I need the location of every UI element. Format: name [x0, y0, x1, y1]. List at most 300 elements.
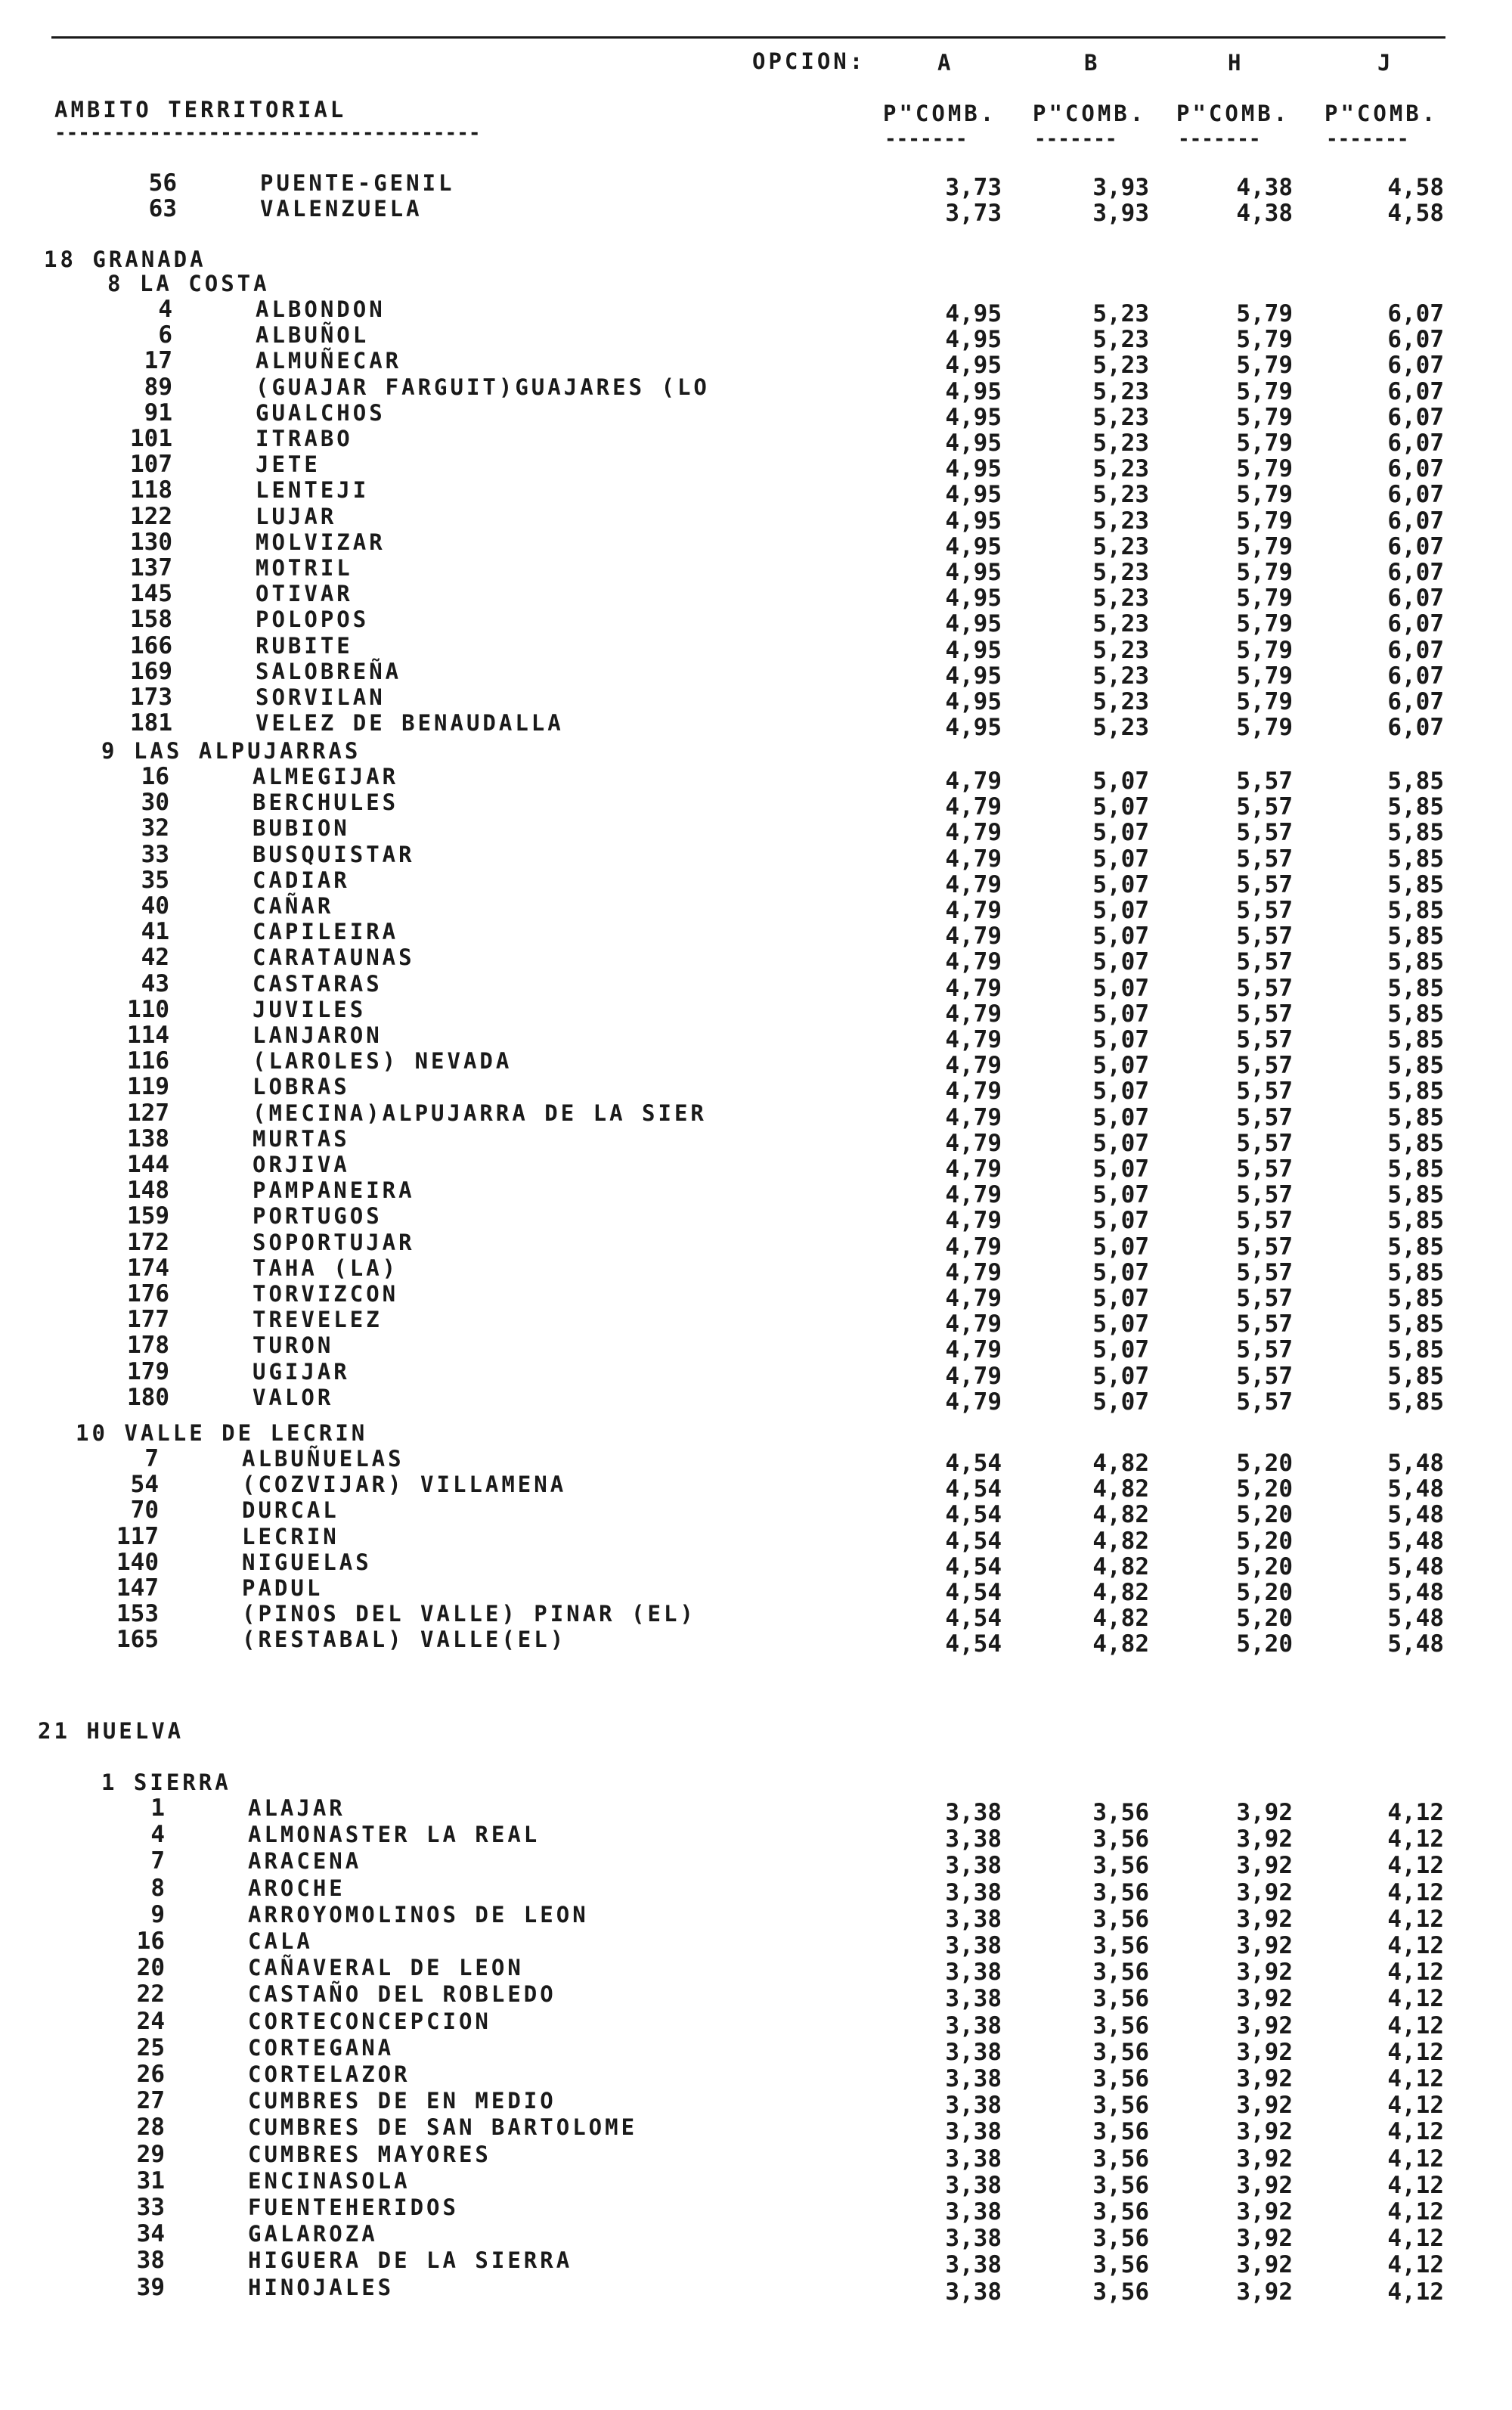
row-value-a: 4,79: [945, 1181, 1002, 1209]
row-value-h: 3,92: [1236, 1905, 1293, 1933]
row-value-j: 4,12: [1387, 1985, 1444, 2013]
row-name: TURON: [253, 1332, 334, 1359]
row-value-h: 3,92: [1236, 1878, 1293, 1906]
row-value-b: 5,07: [1092, 1078, 1149, 1106]
col-underline-h: -------: [1178, 132, 1261, 147]
row-value-j: 4,12: [1387, 1878, 1444, 1906]
row-name: CUMBRES MAYORES: [248, 2141, 491, 2167]
row-value-j: 5,85: [1387, 1155, 1444, 1183]
row-name: SOPORTUJAR: [253, 1229, 415, 1255]
row-value-b: 4,82: [1092, 1552, 1149, 1580]
row-value-j: 5,85: [1387, 897, 1444, 924]
col-header-j: P"COMB.: [1325, 101, 1439, 126]
row-value-h: 5,57: [1236, 1336, 1293, 1364]
row-value-a: 4,79: [945, 1258, 1002, 1286]
row-value-a: 4,95: [945, 352, 1002, 380]
row-value-b: 5,23: [1092, 481, 1149, 509]
row-value-j: 6,07: [1387, 714, 1444, 742]
row-value-b: 3,56: [1092, 2251, 1149, 2279]
row-value-a: 4,95: [945, 610, 1002, 638]
row-name: BERCHULES: [253, 789, 399, 816]
row-code: 145: [130, 580, 172, 608]
row-value-a: 3,38: [945, 2118, 1002, 2146]
row-value-a: 3,38: [945, 2225, 1002, 2253]
row-code: 147: [116, 1574, 159, 1602]
row-code: 54: [130, 1471, 159, 1499]
row-name: ALMUÑECAR: [256, 348, 402, 374]
col-header-h: P"COMB.: [1176, 101, 1290, 126]
row-code: 63: [148, 195, 177, 223]
row-value-a: 3,38: [945, 2038, 1002, 2066]
row-name: MOLVIZAR: [256, 529, 386, 555]
row-value-b: 3,56: [1092, 2198, 1149, 2225]
row-value-a: 4,54: [945, 1605, 1002, 1633]
row-value-a: 3,38: [945, 2145, 1002, 2173]
row-value-a: 4,95: [945, 688, 1002, 715]
row-name: OTIVAR: [256, 581, 353, 607]
row-value-h: 5,57: [1236, 1362, 1293, 1390]
row-value-b: 5,23: [1092, 300, 1149, 327]
row-value-h: 5,57: [1236, 845, 1293, 873]
row-value-j: 6,07: [1387, 559, 1444, 586]
row-code: 16: [141, 763, 169, 790]
row-value-h: 5,57: [1236, 1129, 1293, 1157]
row-code: 172: [127, 1228, 169, 1256]
row-value-b: 3,56: [1092, 2011, 1149, 2039]
ambito-underline: ------------------------------------: [54, 126, 481, 141]
row-name: ALBONDON: [256, 296, 386, 322]
row-code: 118: [130, 476, 172, 504]
row-value-h: 3,92: [1236, 2171, 1293, 2199]
row-value-j: 5,85: [1387, 1181, 1444, 1209]
row-code: 9: [150, 1900, 165, 1928]
row-name: PAMPANEIRA: [253, 1177, 415, 1204]
row-code: 137: [130, 554, 172, 582]
row-value-a: 3,73: [945, 174, 1002, 201]
row-value-j: 6,07: [1387, 377, 1444, 405]
row-value-b: 5,07: [1092, 1285, 1149, 1312]
row-name: BUSQUISTAR: [253, 841, 415, 867]
row-code: 4: [150, 1821, 165, 1849]
row-value-a: 3,73: [945, 200, 1002, 228]
row-code: 33: [136, 2194, 165, 2221]
row-value-b: 3,93: [1092, 200, 1149, 228]
row-value-a: 4,95: [945, 326, 1002, 354]
row-value-h: 5,79: [1236, 455, 1293, 483]
row-value-b: 3,56: [1092, 1799, 1149, 1826]
row-value-b: 5,23: [1092, 507, 1149, 535]
row-value-a: 4,79: [945, 1052, 1002, 1080]
row-name: CASTARAS: [253, 970, 383, 997]
row-value-h: 5,79: [1236, 610, 1293, 638]
row-value-j: 5,85: [1387, 1103, 1444, 1131]
row-value-h: 5,57: [1236, 1181, 1293, 1209]
row-value-h: 5,79: [1236, 662, 1293, 690]
row-value-h: 3,92: [1236, 2038, 1293, 2066]
row-value-a: 3,38: [945, 1825, 1002, 1853]
row-value-a: 4,54: [945, 1475, 1002, 1503]
row-value-b: 3,56: [1092, 1932, 1149, 1959]
row-name: CAÑAR: [253, 893, 334, 919]
row-value-b: 5,23: [1092, 662, 1149, 690]
row-name: CALA: [248, 1928, 313, 1954]
row-value-h: 3,92: [1236, 2118, 1293, 2146]
row-value-j: 6,07: [1387, 662, 1444, 690]
row-value-b: 5,23: [1092, 585, 1149, 613]
row-value-j: 4,12: [1387, 1825, 1444, 1853]
row-value-a: 4,79: [945, 1388, 1002, 1416]
row-value-h: 3,92: [1236, 1825, 1293, 1853]
row-value-h: 5,57: [1236, 897, 1293, 924]
row-value-h: 5,20: [1236, 1450, 1293, 1477]
row-value-a: 4,79: [945, 1026, 1002, 1053]
row-value-a: 4,79: [945, 1362, 1002, 1390]
row-code: 39: [136, 2273, 165, 2301]
row-value-h: 3,92: [1236, 2198, 1293, 2225]
row-name: (LAROLES) NEVADA: [253, 1048, 513, 1075]
row-code: 33: [141, 840, 169, 868]
row-value-b: 5,07: [1092, 1181, 1149, 1209]
row-value-j: 5,85: [1387, 1026, 1444, 1053]
row-value-a: 4,79: [945, 1078, 1002, 1106]
row-code: 178: [127, 1332, 169, 1360]
row-code: 114: [127, 1022, 169, 1049]
row-value-h: 3,92: [1236, 2225, 1293, 2253]
row-value-j: 5,85: [1387, 923, 1444, 951]
row-name: CADIAR: [253, 867, 350, 893]
row-value-j: 5,85: [1387, 974, 1444, 1002]
row-name: ALMEGIJAR: [253, 764, 399, 789]
row-value-b: 4,82: [1092, 1605, 1149, 1633]
row-value-j: 4,12: [1387, 2092, 1444, 2120]
row-value-a: 3,38: [945, 1799, 1002, 1826]
row-code: 56: [148, 169, 177, 197]
row-value-j: 4,12: [1387, 1959, 1444, 1987]
row-value-b: 5,07: [1092, 1233, 1149, 1261]
row-value-j: 4,12: [1387, 2038, 1444, 2066]
row-name: ALBUÑUELAS: [242, 1446, 404, 1472]
row-name: SORVILAN: [256, 684, 386, 710]
row-value-j: 6,07: [1387, 507, 1444, 535]
row-name: (PINOS DEL VALLE) PINAR (EL): [242, 1601, 696, 1627]
row-value-b: 5,07: [1092, 793, 1149, 821]
row-value-j: 5,48: [1387, 1501, 1444, 1529]
row-name: CAÑAVERAL DE LEON: [248, 1955, 524, 1981]
row-value-h: 5,57: [1236, 793, 1293, 821]
row-value-b: 5,07: [1092, 1362, 1149, 1390]
row-code: 32: [141, 814, 169, 842]
row-code: 38: [136, 2247, 165, 2275]
row-value-h: 3,92: [1236, 1932, 1293, 1959]
row-code: 169: [130, 657, 172, 685]
row-value-h: 5,57: [1236, 1103, 1293, 1131]
row-value-h: 3,92: [1236, 2092, 1293, 2120]
row-name: JETE: [256, 451, 321, 478]
row-value-b: 3,56: [1092, 1852, 1149, 1880]
row-name: ENCINASOLA: [248, 2167, 411, 2194]
row-value-b: 5,07: [1092, 819, 1149, 847]
row-value-a: 4,79: [945, 923, 1002, 951]
row-code: 127: [127, 1099, 169, 1127]
row-name: NIGUELAS: [242, 1549, 372, 1575]
row-value-h: 5,57: [1236, 1155, 1293, 1183]
row-value-h: 5,57: [1236, 1285, 1293, 1312]
row-value-j: 5,85: [1387, 1336, 1444, 1364]
row-value-j: 5,85: [1387, 1052, 1444, 1080]
province-heading: 18 GRANADA: [44, 247, 206, 272]
row-value-b: 5,07: [1092, 1103, 1149, 1131]
row-value-b: 3,56: [1092, 2038, 1149, 2066]
row-value-h: 5,79: [1236, 481, 1293, 509]
row-value-j: 6,07: [1387, 300, 1444, 327]
row-value-h: 5,57: [1236, 1388, 1293, 1416]
row-code: 1: [150, 1794, 165, 1822]
row-value-h: 3,92: [1236, 2251, 1293, 2279]
row-code: 165: [116, 1626, 159, 1654]
row-value-h: 5,20: [1236, 1579, 1293, 1606]
row-value-a: 4,79: [945, 1129, 1002, 1157]
row-value-h: 5,57: [1236, 1052, 1293, 1080]
row-name: LANJARON: [253, 1022, 383, 1048]
row-value-a: 4,95: [945, 300, 1002, 327]
row-code: 29: [136, 2140, 165, 2168]
row-code: 176: [127, 1280, 169, 1307]
row-value-b: 5,23: [1092, 430, 1149, 457]
group-heading: 8 LA COSTA: [107, 271, 270, 296]
row-code: 7: [150, 1847, 165, 1875]
row-value-h: 5,79: [1236, 688, 1293, 715]
row-name: LECRIN: [242, 1523, 339, 1549]
row-code: 91: [144, 399, 172, 426]
row-value-b: 5,23: [1092, 688, 1149, 715]
row-value-j: 6,07: [1387, 636, 1444, 664]
row-value-b: 5,07: [1092, 1258, 1149, 1286]
row-value-a: 3,38: [945, 1959, 1002, 1987]
row-name: PADUL: [242, 1575, 324, 1601]
row-name: CUMBRES DE EN MEDIO: [248, 2088, 556, 2114]
row-value-b: 5,23: [1092, 455, 1149, 483]
row-value-b: 3,56: [1092, 2092, 1149, 2120]
row-value-a: 4,79: [945, 1233, 1002, 1261]
row-value-h: 3,92: [1236, 2011, 1293, 2039]
row-name: ALMONASTER LA REAL: [248, 1822, 541, 1848]
row-value-j: 4,12: [1387, 1932, 1444, 1959]
row-value-h: 3,92: [1236, 2065, 1293, 2092]
row-name: TAHA (LA): [253, 1255, 399, 1281]
row-code: 144: [127, 1151, 169, 1178]
group-heading: 9 LAS ALPUJARRAS: [101, 738, 361, 764]
row-name: CORTEGANA: [248, 2034, 395, 2061]
row-value-h: 3,92: [1236, 2145, 1293, 2173]
row-value-j: 6,07: [1387, 430, 1444, 457]
row-value-b: 5,07: [1092, 1129, 1149, 1157]
row-value-j: 5,85: [1387, 1207, 1444, 1235]
row-name: LENTEJI: [256, 477, 370, 504]
row-value-b: 3,56: [1092, 2225, 1149, 2253]
row-name: PUENTE-GENIL: [260, 170, 455, 196]
row-value-j: 5,48: [1387, 1579, 1444, 1606]
row-value-j: 5,85: [1387, 1078, 1444, 1106]
row-value-b: 3,56: [1092, 1959, 1149, 1987]
row-value-a: 4,79: [945, 845, 1002, 873]
row-code: 159: [127, 1202, 169, 1230]
row-name: GALAROZA: [248, 2221, 378, 2247]
row-value-j: 5,85: [1387, 1129, 1444, 1157]
row-value-a: 3,38: [945, 2251, 1002, 2279]
row-value-j: 4,12: [1387, 1799, 1444, 1826]
row-name: TREVELEZ: [253, 1307, 383, 1333]
option-b: B: [1084, 50, 1101, 76]
row-value-h: 5,57: [1236, 1207, 1293, 1235]
row-value-h: 5,20: [1236, 1605, 1293, 1633]
row-value-b: 5,23: [1092, 377, 1149, 405]
row-name: UGIJAR: [253, 1358, 350, 1385]
row-value-j: 6,07: [1387, 532, 1444, 560]
row-value-a: 4,95: [945, 430, 1002, 457]
row-value-a: 4,54: [945, 1552, 1002, 1580]
row-value-j: 4,12: [1387, 2145, 1444, 2173]
row-value-j: 5,48: [1387, 1450, 1444, 1477]
row-code: 17: [144, 347, 172, 375]
row-code: 107: [130, 451, 172, 479]
row-name: ALAJAR: [248, 1795, 345, 1821]
row-name: ORJIVA: [253, 1152, 350, 1177]
row-value-a: 3,38: [945, 2092, 1002, 2120]
row-code: 117: [116, 1522, 159, 1550]
row-value-j: 6,07: [1387, 688, 1444, 715]
row-value-a: 4,54: [945, 1579, 1002, 1606]
row-value-j: 5,85: [1387, 1285, 1444, 1312]
row-value-b: 5,07: [1092, 1336, 1149, 1364]
col-underline-b: -------: [1034, 132, 1117, 147]
row-value-h: 5,79: [1236, 300, 1293, 327]
row-value-j: 5,85: [1387, 1258, 1444, 1286]
row-name: HINOJALES: [248, 2274, 395, 2300]
row-code: 30: [141, 789, 169, 817]
row-code: 110: [127, 995, 169, 1023]
row-code: 181: [130, 709, 172, 737]
row-code: 40: [141, 892, 169, 920]
row-value-b: 3,56: [1092, 2145, 1149, 2173]
row-value-b: 4,82: [1092, 1501, 1149, 1529]
row-value-j: 6,07: [1387, 326, 1444, 354]
row-value-a: 4,54: [945, 1450, 1002, 1477]
row-value-a: 3,38: [945, 2065, 1002, 2092]
row-code: 180: [127, 1383, 169, 1411]
opcion-label: OPCION:: [752, 48, 866, 74]
row-value-j: 5,85: [1387, 793, 1444, 821]
row-value-b: 5,07: [1092, 1000, 1149, 1028]
row-value-a: 4,79: [945, 948, 1002, 976]
row-name: PORTUGOS: [253, 1203, 383, 1230]
row-code: 130: [130, 528, 172, 556]
row-value-j: 4,12: [1387, 2225, 1444, 2253]
row-code: 166: [130, 631, 172, 659]
row-value-j: 5,85: [1387, 870, 1444, 898]
row-value-j: 5,85: [1387, 768, 1444, 795]
row-name: CARATAUNAS: [253, 944, 415, 971]
row-value-b: 4,82: [1092, 1527, 1149, 1555]
row-code: 6: [158, 321, 172, 349]
row-value-b: 4,82: [1092, 1450, 1149, 1477]
row-name: (GUAJAR FARGUIT)GUAJARES (LO: [256, 374, 710, 400]
row-value-a: 4,79: [945, 1155, 1002, 1183]
row-value-j: 6,07: [1387, 455, 1444, 483]
row-code: 42: [141, 944, 169, 972]
row-value-b: 5,07: [1092, 768, 1149, 795]
row-code: 28: [136, 2114, 165, 2142]
row-value-h: 5,57: [1236, 948, 1293, 976]
row-code: 22: [136, 1980, 165, 2008]
option-j: J: [1377, 50, 1394, 76]
row-value-a: 4,95: [945, 714, 1002, 742]
row-value-h: 5,79: [1236, 352, 1293, 380]
row-value-j: 5,85: [1387, 1000, 1444, 1028]
row-value-j: 5,48: [1387, 1552, 1444, 1580]
row-value-h: 4,38: [1236, 174, 1293, 201]
row-code: 26: [136, 2061, 165, 2088]
row-code: 24: [136, 2007, 165, 2035]
row-value-a: 3,38: [945, 1852, 1002, 1880]
row-value-h: 5,57: [1236, 1258, 1293, 1286]
row-value-a: 4,95: [945, 636, 1002, 664]
row-code: 70: [130, 1497, 159, 1524]
row-value-j: 4,12: [1387, 2118, 1444, 2146]
row-code: 119: [127, 1073, 169, 1101]
row-value-b: 5,07: [1092, 948, 1149, 976]
row-value-a: 4,79: [945, 1336, 1002, 1364]
row-value-b: 5,07: [1092, 1310, 1149, 1338]
row-name: ITRABO: [256, 426, 353, 451]
row-name: VELEZ DE BENAUDALLA: [256, 710, 564, 737]
row-code: 153: [116, 1600, 159, 1628]
row-value-b: 5,23: [1092, 326, 1149, 354]
col-header-a: P"COMB.: [883, 101, 997, 126]
row-code: 43: [141, 969, 169, 997]
row-value-b: 5,23: [1092, 559, 1149, 586]
row-value-j: 4,12: [1387, 2171, 1444, 2199]
row-value-a: 4,95: [945, 532, 1002, 560]
group-heading: 1 SIERRA: [101, 1770, 231, 1795]
row-value-h: 5,57: [1236, 923, 1293, 951]
row-name: TORVIZCON: [253, 1281, 399, 1307]
row-value-b: 5,07: [1092, 845, 1149, 873]
row-name: VALOR: [253, 1384, 334, 1410]
row-value-h: 5,20: [1236, 1552, 1293, 1580]
row-value-b: 4,82: [1092, 1475, 1149, 1503]
row-value-h: 5,20: [1236, 1527, 1293, 1555]
row-name: POLOPOS: [256, 606, 370, 633]
row-value-a: 4,54: [945, 1630, 1002, 1658]
row-code: 174: [127, 1254, 169, 1282]
row-code: 122: [130, 502, 172, 530]
row-value-a: 3,38: [945, 1878, 1002, 1906]
row-value-b: 5,23: [1092, 403, 1149, 431]
col-underline-a: -------: [885, 132, 968, 147]
row-value-j: 4,12: [1387, 1852, 1444, 1880]
row-value-b: 5,23: [1092, 610, 1149, 638]
row-value-j: 5,85: [1387, 845, 1444, 873]
row-name: VALENZUELA: [260, 196, 423, 222]
row-value-a: 3,38: [945, 1932, 1002, 1959]
row-value-a: 4,79: [945, 974, 1002, 1002]
row-value-a: 4,95: [945, 403, 1002, 431]
ambito-label: AMBITO TERRITORIAL: [54, 97, 347, 123]
row-code: 116: [127, 1047, 169, 1075]
row-name: LUJAR: [256, 503, 337, 529]
row-value-a: 4,95: [945, 585, 1002, 613]
row-value-a: 4,95: [945, 559, 1002, 586]
